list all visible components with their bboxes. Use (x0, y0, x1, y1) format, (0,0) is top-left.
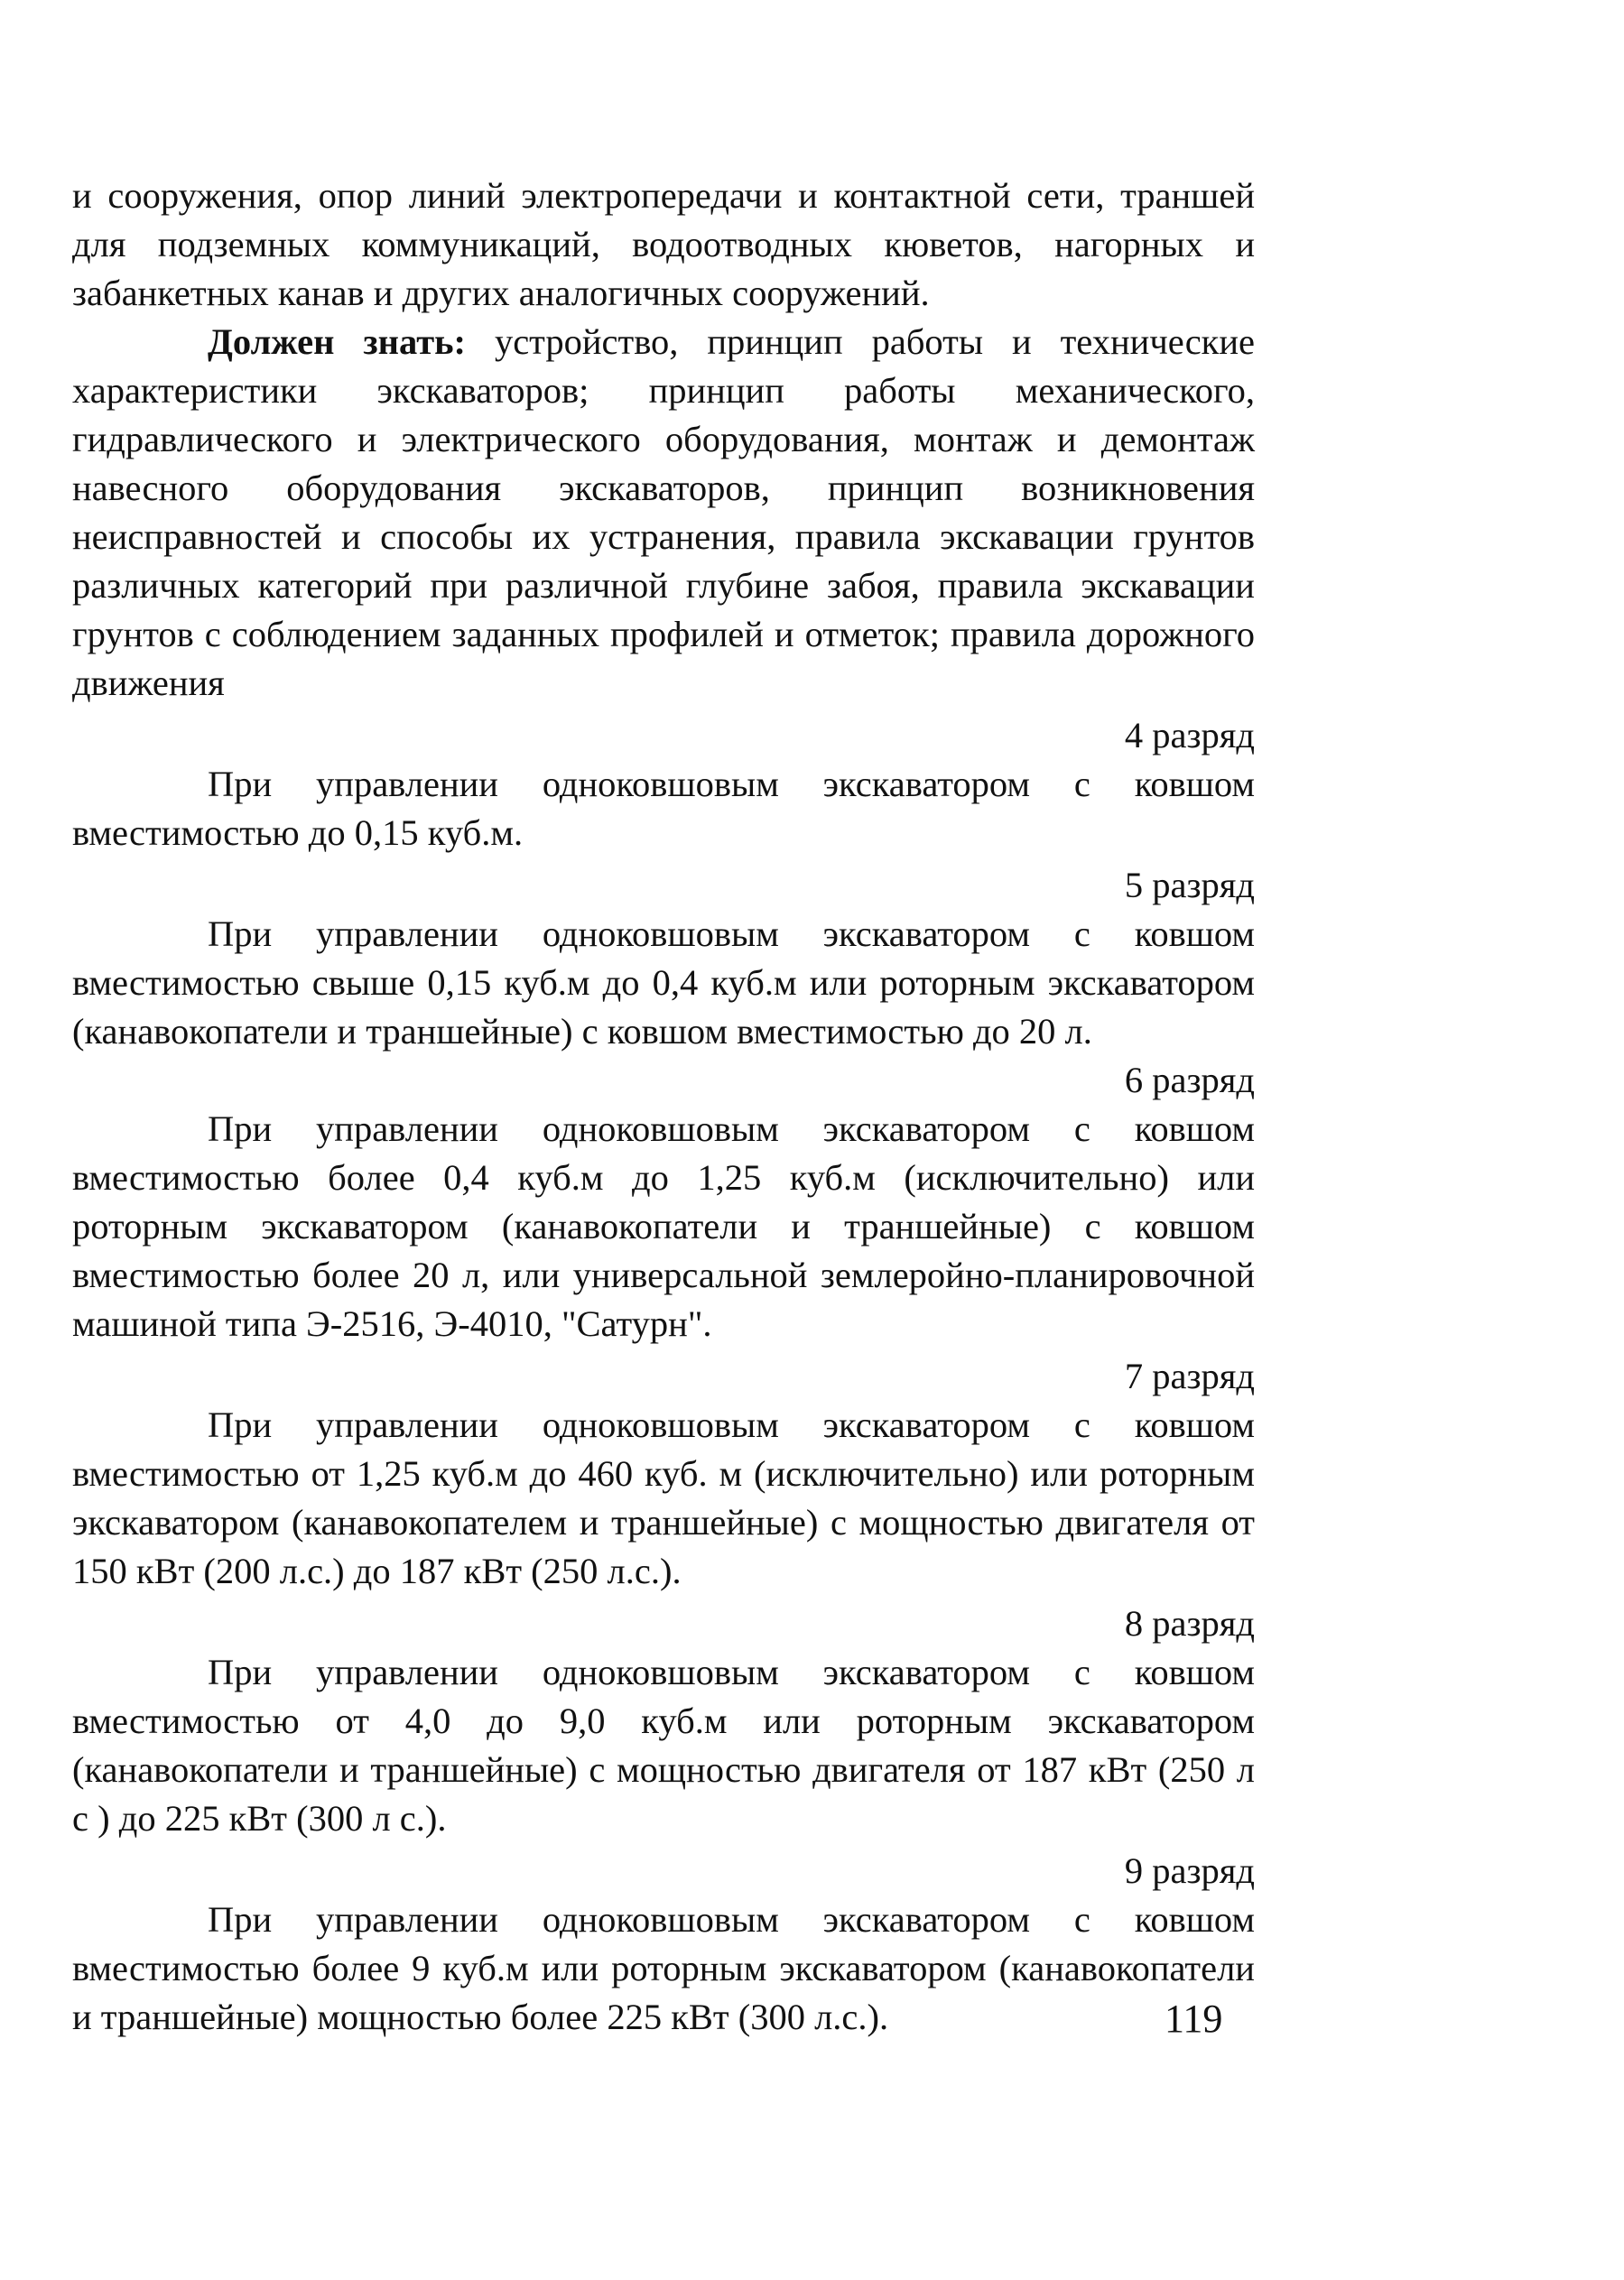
knowledge-paragraph (72, 318, 1255, 708)
grade-6-title: 6 разряд (1124, 1060, 1255, 1100)
grade-5-title: 5 разряд (1124, 865, 1255, 905)
grade-7-text: При управлении одноковшовым экскаватором с ковшом вместимостью от 1,25 куб.м до 460 куб. м (исключительно) или роторным экскаватором (канавокопателем и траншейные) с мощностью двигателя от 150 кВт (200 л.с.) до 187 кВт (250 л.с.). (72, 1404, 1255, 1591)
grade-7-title: 7 разряд (1124, 1356, 1255, 1396)
knowledge-text: устройство, принцип работы и технические характеристики экскаваторов; принцип работы механического, гидравлического и электрического оборудования, монтаж и демонтаж навесного оборудования экскаваторов, принцип возникновения неисправностей и способы их устранения, правила экскавации грунтов различных категорий при различной глубине забоя, правила экскавации грунтов с соблюдением заданных профилей и отметок; правила дорожного движения (72, 321, 1255, 703)
grade-9-title: 9 разряд (1124, 1850, 1255, 1891)
grade-6-text: При управлении одноковшовым экскаватором с ковшом вместимостью более 0,4 куб.м до 1,25 куб.м (исключительно) или роторным экскаватором (канавокопатели и траншейные) с ковшом вместимостью более 20 л, или универсальной землеройно-планировочной машиной типа Э-2516, Э-4010, "Сатурн". (72, 1108, 1255, 1344)
grade-4-text: При управлении одноковшовым экскаватором с ковшом вместимостью до 0,15 куб.м. (72, 764, 1255, 853)
grade-9-text: При управлении одноковшовым экскаватором с ковшом вместимостью более 9 куб.м или роторным экскаватором (канавокопатели и траншейные) мощностью более 225 кВт (300 л.с.). (72, 1899, 1255, 2037)
document-page (72, 171, 1255, 2042)
knowledge-label: Должен знать: (208, 321, 466, 362)
grade-4-title: 4 разряд (1124, 715, 1255, 755)
grade-8-text: При управлении одноковшовым экскаватором с ковшом вместимостью от 4,0 до 9,0 куб.м или роторным экскаватором (канавокопатели и траншейные) с мощностью двигателя от 187 кВт (250 л с ) до 225 кВт (300 л с.). (72, 1652, 1255, 1839)
intro-paragraph: и сооружения, опор линий электропередачи и контактной сети, траншей для подземных коммуникаций, водоотводных кюветов, нагорных и забанкетных канав и других аналогичных сооружений. (72, 175, 1255, 313)
grade-8-title: 8 разряд (1124, 1603, 1255, 1644)
grade-5-text: При управлении одноковшовым экскаватором с ковшом вместимостью свыше 0,15 куб.м до 0,4 куб.м или роторным экскаватором (канавокопатели и траншейные) с ковшом вместимостью до 20 л. (72, 913, 1255, 1052)
page-number: 119 (1165, 1997, 1223, 2041)
